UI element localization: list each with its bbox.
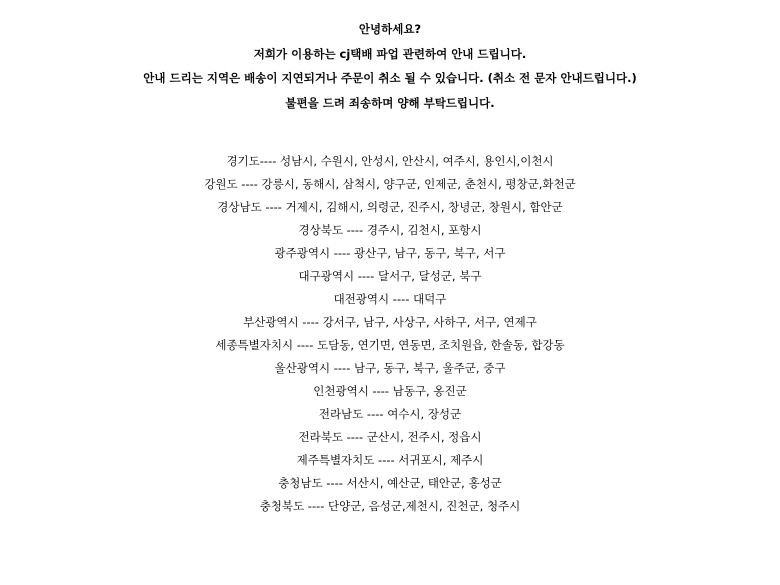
region-line-chungnam: 충청남도 ---- 서산시, 예산군, 태안군, 홍성군 bbox=[278, 476, 502, 490]
region-line-incheon: 인천광역시 ---- 남동구, 옹진군 bbox=[313, 384, 467, 398]
region-line-gangwon: 강원도 ---- 강릉시, 동해시, 삼척시, 양구군, 인제군, 춘천시, 평창군,화천군 bbox=[204, 177, 576, 191]
apology-line: 불편을 드려 죄송하며 양해 부탁드립니다. bbox=[285, 95, 495, 110]
region-line-ulsan: 울산광역시 ---- 남구, 동구, 북구, 울주군, 중구 bbox=[274, 361, 506, 375]
affected-regions-list bbox=[0, 150, 780, 518]
strike-notice-line: 저희가 이용하는 cj택배 파업 관련하여 안내 드립니다. bbox=[253, 46, 527, 61]
region-line-jeju: 제주특별자치도 ---- 서귀포시, 제주시 bbox=[296, 453, 484, 467]
region-line-daegu: 대구광역시 ---- 달서구, 달성군, 북구 bbox=[298, 269, 482, 283]
region-line-jeonbuk: 전라북도 ---- 군산시, 전주시, 정읍시 bbox=[298, 430, 482, 444]
region-line-gyeongnam: 경상남도 ---- 거제시, 김해시, 의령군, 진주시, 창녕군, 창원시, 함안군 bbox=[217, 200, 563, 214]
region-line-gyeonggi: 경기도---- 성남시, 수원시, 안성시, 안산시, 여주시, 용인시,이천시 bbox=[226, 154, 554, 168]
region-line-busan: 부산광역시 ---- 강서구, 남구, 사상구, 사하구, 서구, 연제구 bbox=[243, 315, 537, 329]
region-line-sejong: 세종특별자치시 ---- 도담동, 연기면, 연동면, 조치원읍, 한솔동, 합강동 bbox=[215, 338, 565, 352]
notice-message bbox=[0, 0, 780, 115]
delay-cancel-line: 안내 드리는 지역은 배송이 지연되거나 주문이 취소 될 수 있습니다. (취소 전 문자 안내드립니다.) bbox=[143, 71, 637, 85]
region-line-gyeongbuk: 경상북도 ---- 경주시, 김천시, 포항시 bbox=[298, 223, 482, 237]
region-line-chungbuk: 충청북도 ---- 단양군, 음성군,제천시, 진천군, 청주시 bbox=[259, 499, 521, 513]
greeting-line: 안녕하세요? bbox=[358, 22, 422, 36]
region-line-daejeon: 대전광역시 ---- 대덕구 bbox=[333, 292, 447, 306]
region-line-gwangju: 광주광역시 ---- 광산구, 남구, 동구, 북구, 서구 bbox=[274, 246, 506, 260]
region-line-jeonnam: 전라남도 ---- 여수시, 장성군 bbox=[318, 407, 462, 421]
